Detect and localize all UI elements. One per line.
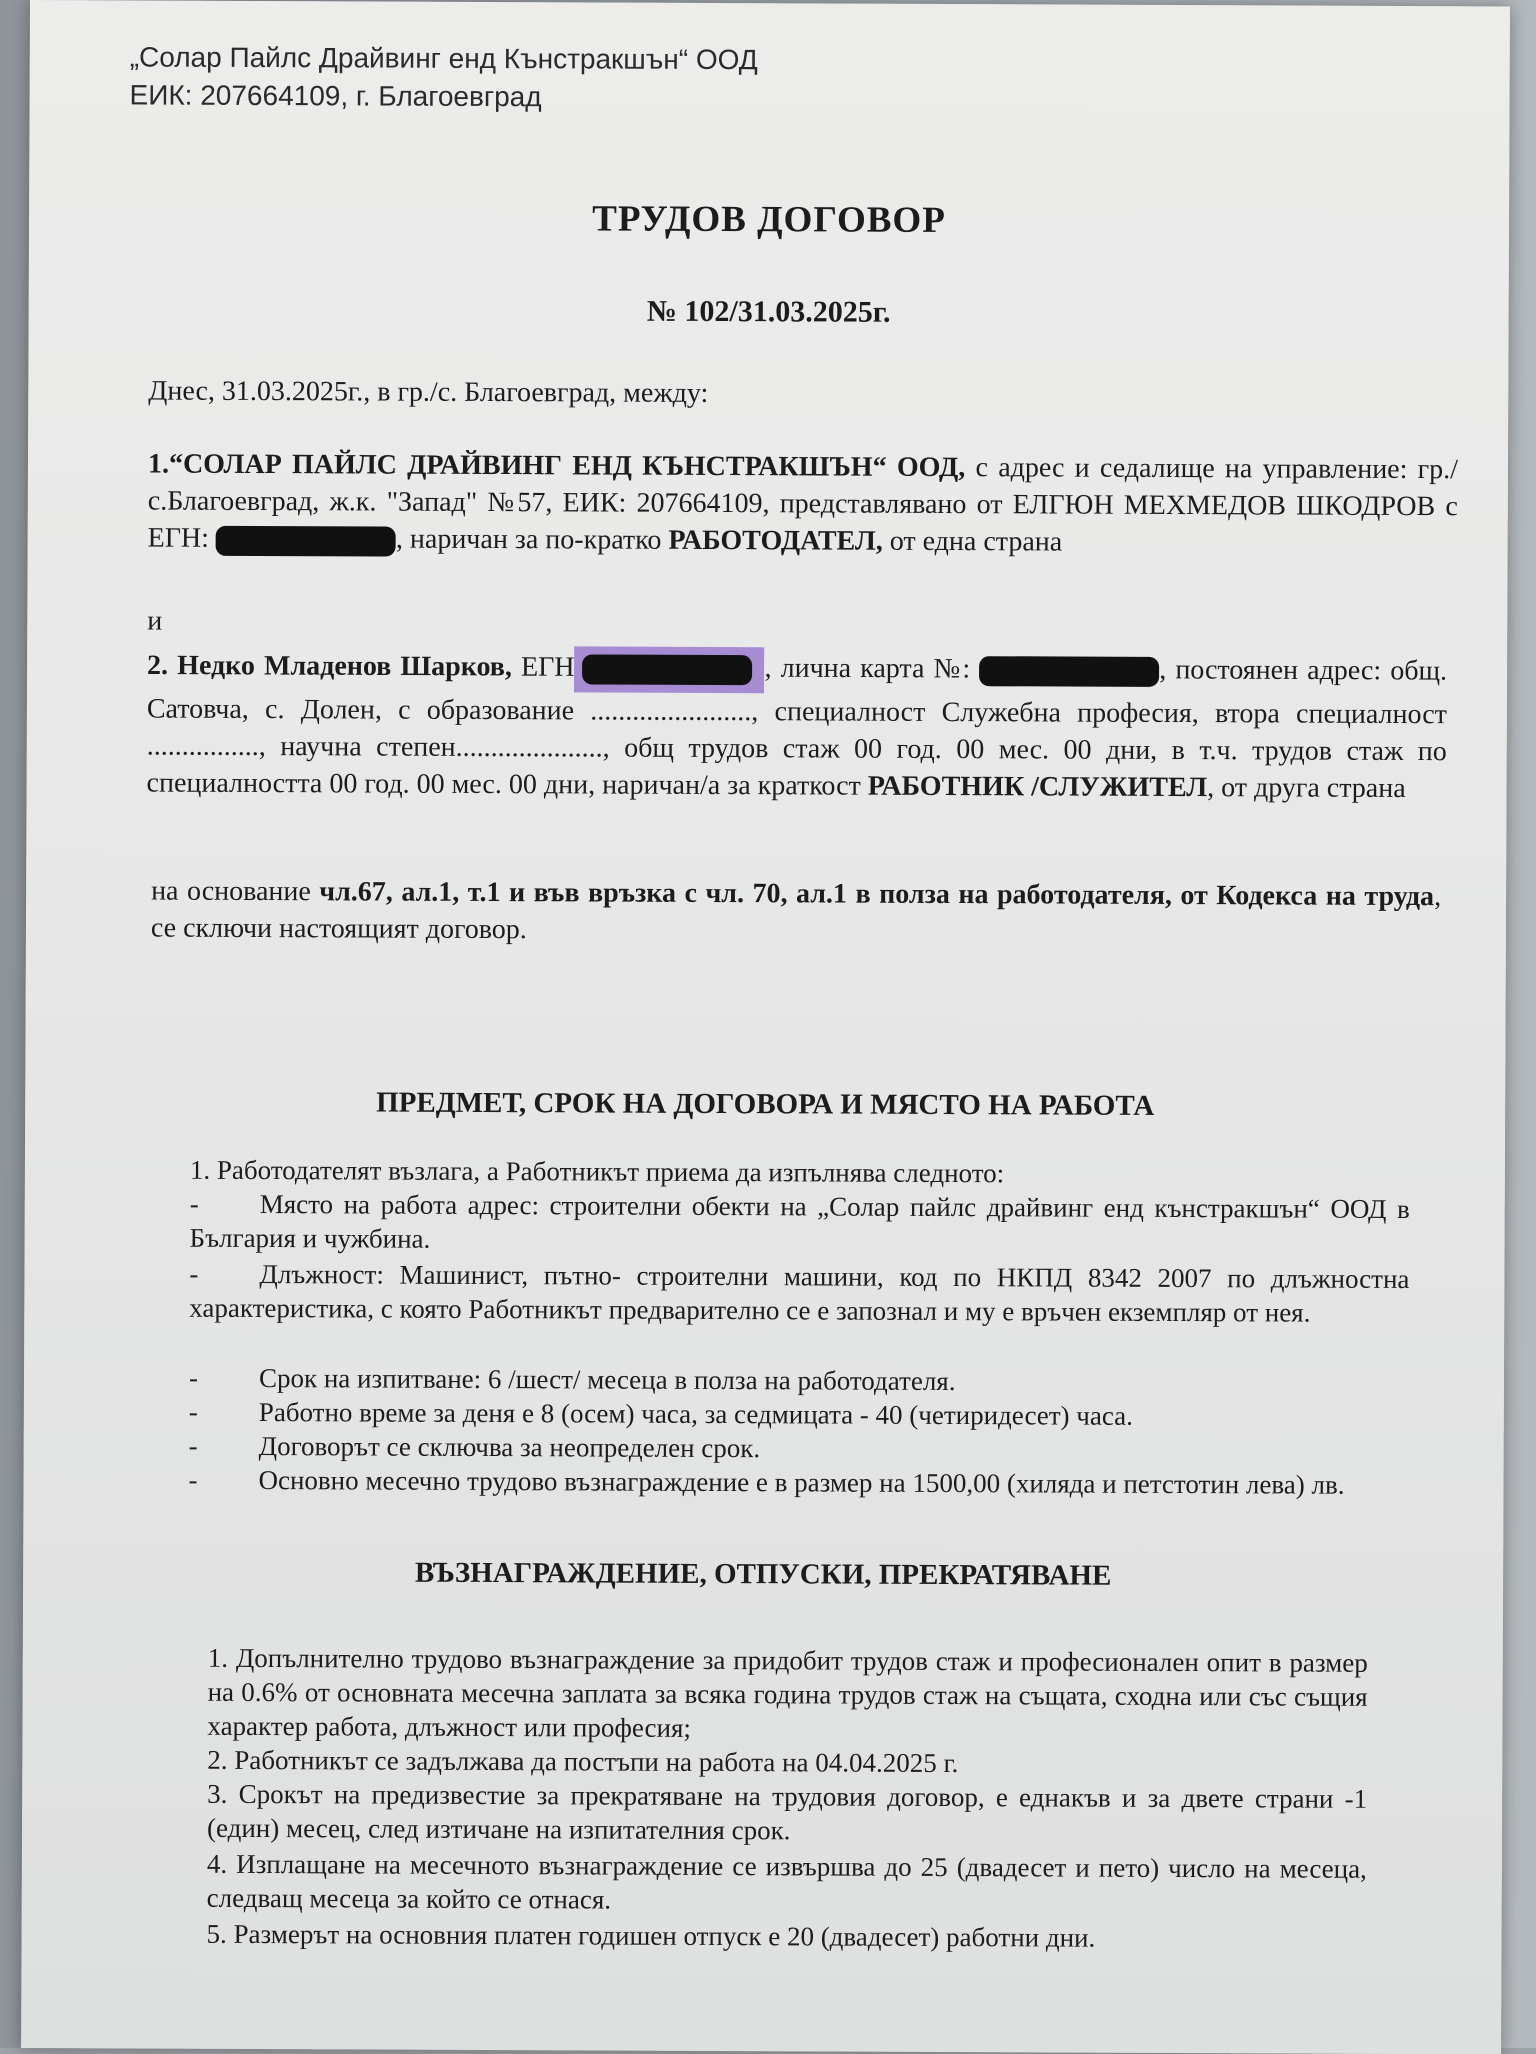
party-employer: 1.“СОЛАР ПАЙЛС ДРАЙВИНГ ЕНД КЪНСТРАКШЪН“ ООД, с адрес и седалище на управление: гр./с.Благоевград, ж.к. "Запад" №57, ЕИК: 207664109, представлявано от ЕЛГЮН МЕХМЕДОВ ШКОДРОВ с ЕГН: , наричан за по-кратко РАБОТОДАТЕЛ, от една страна: [147, 448, 1459, 558]
company-eik: ЕИК: 207664109, г. Благоевград: [129, 79, 542, 113]
redacted-id-card: [979, 656, 1159, 687]
employee-name: 2. Недко Младенов Шарков,: [147, 649, 513, 683]
company-name: „Солар Пайлс Драйвинг енд Кънстракшън“ ООД: [129, 41, 758, 76]
and-word: и: [147, 605, 163, 637]
employer-role: РАБОТОДАТЕЛ,: [668, 524, 883, 557]
section2-item-4: 4. Изплащане на месечното възнаграждение се извършва до 25 (двадесет и пето) число на месеца, следващ месеца за който се отнася.: [206, 1848, 1367, 1915]
intro-line: Днес, 31.03.2025г., в гр./с. Благоевград, между:: [148, 375, 709, 409]
legal-basis: на основание чл.67, ал.1, т.1 и във връзка с чл. 70, ал.1 в полза на работодателя, от Кодекса на труда, се сключи настоящият договор.: [150, 875, 1442, 946]
redacted-egn: [583, 654, 753, 685]
section1-item-probation: - Срок на изпитване: 6 /шест/ месеца в полза на работодателя.: [188, 1362, 956, 1397]
section-title-subject: ПРЕДМЕТ, СРОК НА ДОГОВОРА И МЯСТО НА РАБОТА: [376, 1086, 1155, 1122]
section2-item-1: 1. Допълнително трудово възнаграждение за придобит трудов стаж и професионален опит в размер на 0.6% от основната месечна заплата за всяка година трудов стаж на същата, сходна или със същия характер работа, длъжност или професия;: [207, 1642, 1368, 1743]
section2-item-5: 5. Размерът на основния платен годишен отпуск е 20 (двадесет) работни дни.: [206, 1918, 1096, 1953]
contract-page: [21, 0, 1510, 2054]
section1-lead: 1. Работодателят възлага, а Работникът приема да изпълнява следното:: [189, 1154, 1005, 1189]
letterhead: [130, 38, 758, 117]
employer-name: 1.“СОЛАР ПАЙЛС ДРАЙВИНГ ЕНД КЪНСТРАКШЪН“ ООД,: [147, 448, 966, 484]
section2-item-2: 2. Работникът се задължава да постъпи на работа на 04.04.2025 г.: [207, 1744, 959, 1779]
redacted-egn: [216, 525, 396, 556]
section1-item-salary: - Основно месечно трудово възнаграждение е в размер на 1500,00 (хиляда и петстотин лева) лв.: [188, 1464, 1345, 1500]
section1-item-hours: - Работно време за деня е 8 (осем) часа, за седмицата - 40 (четиридесет) часа.: [188, 1396, 1134, 1431]
section1-item-position: - Длъжност: Машинист, пътно- строителни машини, код по НКПД 8342 2007 по длъжностна характеристика, с която Работникът предварително се е запознал и му е връчен екземпляр от нея.: [189, 1258, 1410, 1328]
employee-role: РАБОТНИК /СЛУЖИТЕЛ: [867, 770, 1208, 804]
section-title-remuneration: ВЪЗНАГРАЖДЕНИЕ, ОТПУСКИ, ПРЕКРАТЯВАНЕ: [414, 1556, 1112, 1592]
document-number: № 102/31.03.2025г.: [646, 294, 891, 329]
section1-item-term: - Договорът се сключва за неопределен срок.: [188, 1430, 761, 1464]
document-title: ТРУДОВ ДОГОВОР: [592, 198, 946, 241]
redacted-egn-highlight: [574, 646, 764, 693]
section1-item-place: - Място на работа адрес: строителни обекти на „Солар пайлс драйвинг енд кънстракшън“ ООД в България и чужбина.: [189, 1188, 1410, 1254]
party-employee: 2. Недко Младенов Шарков, ЕГН , лична карта №: , постоянен адрес: общ. Сатовча, с. Долен, с образование ......................., специалност Служебна професия, втора специалност ................, научна степен....................., общ трудов стаж 00 год. 00 мес. 00 дни, в т.ч. трудов стаж по специалността 00 год. 00 мес. 00 дни, наричан/а за краткост РАБОТНИК /СЛУЖИТЕЛ, от друга страна: [147, 645, 1448, 808]
section2-item-3: 3. Срокът на предизвестие за прекратяване на трудовия договор, е еднакъв и за двете страни -1 (един) месец, след изтичане на изпитателния срок.: [206, 1778, 1368, 1846]
